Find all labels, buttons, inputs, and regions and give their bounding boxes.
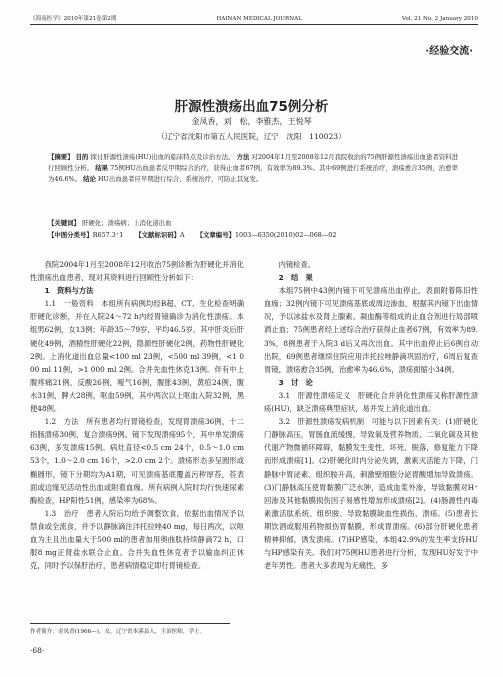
article-affiliation: （辽宁省沈阳市第五人民医院，辽宁 沈阳 110023）	[157, 132, 346, 141]
section-label: ·经验交流·	[425, 46, 473, 57]
clc-label: 【中图分类号】	[48, 231, 93, 239]
abstract	[48, 152, 458, 186]
paragraph: 1.3 治疗 患者入院后均给予调整饮食，依据出血情况予以禁食或全流食，并予以静脉滴注泮托拉唑40 mg，每日两次，以呕血为主且出血量大于500 ml的患者加用奥曲肽持续静滴72 h，口服8 mg正肾盐水联合止血。合并失血性休克者予以输血纠正休克，同时予以保肝治疗，患者病情稳定即行胃镜检查。	[30, 508, 244, 571]
paragraph: 本组75例中43例内镜下可见溃疡出血停止，表面附着陈旧性血痂；32例内镜下可见溃疡基底或周边渗血，根据其内镜下出血情况，予以冰盐水及肾上腺素、凝血酶等组成的止血合剂进行局部喷洒止血；75例患者经上述综合治疗获得止血者67例，有效率为89.3%，8例患者于入院3 d后又再次出血。其中出血停止后6例自动出院，69例患者继续住院应用泮托拉唑静滴巩固治疗，6周后复查胃镜，溃疡愈合35例，治愈率为46.6%，溃疡面缩小34例。	[264, 286, 478, 374]
paragraph: 我院2004年1月至2008年12月收治75例诊断为肝硬化并消化性溃疡出血患者，现对其资料进行回顾性分析如下：	[30, 260, 244, 283]
abstract-conclusion-text: HU出血患者应早期进行综合、系统治疗，可防止其复发。	[97, 175, 263, 184]
paragraph: 1.1 一般资料 本组所有病例均经B超、CT、生化检查明确肝硬化诊断，并在入院24～72 h内经胃镜确诊为消化性溃疡。本组男62例，女13例；年龄35～79岁，平均46.5岁。其中肝炎后肝硬化49例，酒精性肝硬化22例，隐源性肝硬化2例，药物性肝硬化2例。上消化道出血总量<100 ml 23例，<500 ml 39例，<1 000 ml 11例，>1 000 ml 2例。合并先血性休克13例。伴有中上腹疼痛21例，反酸26例，嗳气16例，腹胀43例，黄疸24例，腹水31例，脾大28例，呕血59例，其中两次以上呕血入院32例，黑便48例。	[30, 299, 244, 414]
page-number: ·68·	[30, 646, 45, 655]
keywords	[48, 218, 171, 227]
doc-code-label: 【文献标识码】	[135, 231, 181, 239]
section-heading: 2 结 果	[278, 273, 313, 283]
author-footnote: 作者简介：金凤香(1966—)，女，辽宁省本溪县人，主治医师，学士。	[30, 623, 230, 635]
journal-header	[30, 8, 478, 25]
doc-code-value: A	[180, 231, 185, 239]
paragraph: 1.2 方法 所有患者均行胃镜检查，发现胃溃疡36例，十二指肠溃疡30例，复合溃疡9例。镜下发现溃疡95个，其中单发溃疡63例，多发溃疡15例。病灶直径<0.5 cm 24个，0.5～1.0 cm 53个，1.0～2.0 cm 16个，>2.0 cm 2个。溃疡形态多呈圆形或椭圆形，镜下分期均为A1期，可见溃疡基底覆盖污秽厚苔，苔表面或边缘见活动性出血或附着血痂。所有病例入院时均行快速尿素酶检查，HP阳性51例，感染率为68%。	[30, 417, 244, 505]
article-id-label: 【文章编号】	[196, 231, 235, 239]
clc-value: R657.3⁺1	[92, 231, 124, 239]
section-heading: 1 资料与方法	[44, 286, 94, 296]
left-column	[30, 258, 244, 572]
abstract-method-text: 对2004年1月至2008年12月我院收治的75例肝源性溃疡出血患者资料进行回顾性分析。	[48, 153, 458, 173]
keywords-label: 【关键词】	[48, 219, 80, 227]
header-journal-name: HAINAN MEDICAL JOURNAL	[216, 16, 302, 22]
right-column	[264, 258, 478, 572]
abstract-result-label: 结果	[95, 164, 109, 173]
abstract-purpose-label: 目的	[75, 153, 89, 161]
article-authors: 金凤香，刘 松，李雅杰，王悦琴	[191, 117, 312, 126]
section-heading: 3 讨 论	[278, 377, 313, 387]
abstract-label: 【摘要】	[48, 153, 74, 161]
abstract-method-label: 方法	[236, 153, 250, 161]
paragraph: 3.1 肝源性溃疡定义 肝硬化合并消化性溃疡又称肝源性溃疡(HU)，缺乏溃疡典型症状，易并发上消化道出血。	[264, 390, 478, 414]
body-columns	[30, 258, 478, 618]
keywords-text: 肝硬化；溃疡病；上消化道出血	[82, 219, 172, 227]
abstract-conclusion-label: 结论	[83, 175, 96, 184]
paragraph: 3.2 肝源性溃疡发病机制 可能与以下因素有关：(1)肝硬化门静脉高压，胃肠血流缓慢，导致氧及营养物质、二氧化碳及其他代谢产物微循环障碍，黏膜发生变性、坏死、脱落，修复能力下降而形成溃疡[1]。(2)肝硬化时内分泌失调，激素灭活能力下降，门静脉中胃泌素、组织胺升高，刺激壁细胞分泌胃酸增加导致溃疡。(3)门静脉高压使胃黏膜广泛水肿，造成血浆外渗，导致黏膜对H⁺回渗及其他黏膜损伤因子易感性增加形成溃疡[2]。(4)肠源性内毒素激活肽系统、组织胺、导致黏膜缺血性损伤、溃疡。(5)患者长期饮酒或服用药物损伤胃黏膜，形成胃溃疡。(6)部分肝硬化患者精神抑郁，诱发溃疡。(7)HP感染，本组42.9%的发生率支持HU与HP感染有关。我们对75例HU患者进行分析，发现HU好发于中老年男性。患者大多表现为无痛性，多	[264, 417, 478, 571]
abstract-purpose-text: 探讨肝源性溃疡(HU)出血的临床特点及诊治方法。	[90, 153, 235, 161]
header-volume: Vol. 21 No. 2 January 2010	[401, 16, 478, 22]
article-id-value: 1003—6350(2010)02—068—02	[234, 231, 337, 239]
paragraph: 内镜检查。	[278, 260, 316, 269]
article-title: 肝源性溃疡出血75例分析	[174, 99, 329, 115]
abstract-result-text: 75例HU出血患者反甲期综合治疗，获得止血者67例，有效率为89.3%。其中69例进行系统治疗，溃疡愈合35例，治愈率为46.6%。	[48, 164, 458, 184]
header-journal-issue: 《海南医学》2010年第21卷第2期	[30, 16, 117, 22]
classification-line	[48, 230, 336, 239]
